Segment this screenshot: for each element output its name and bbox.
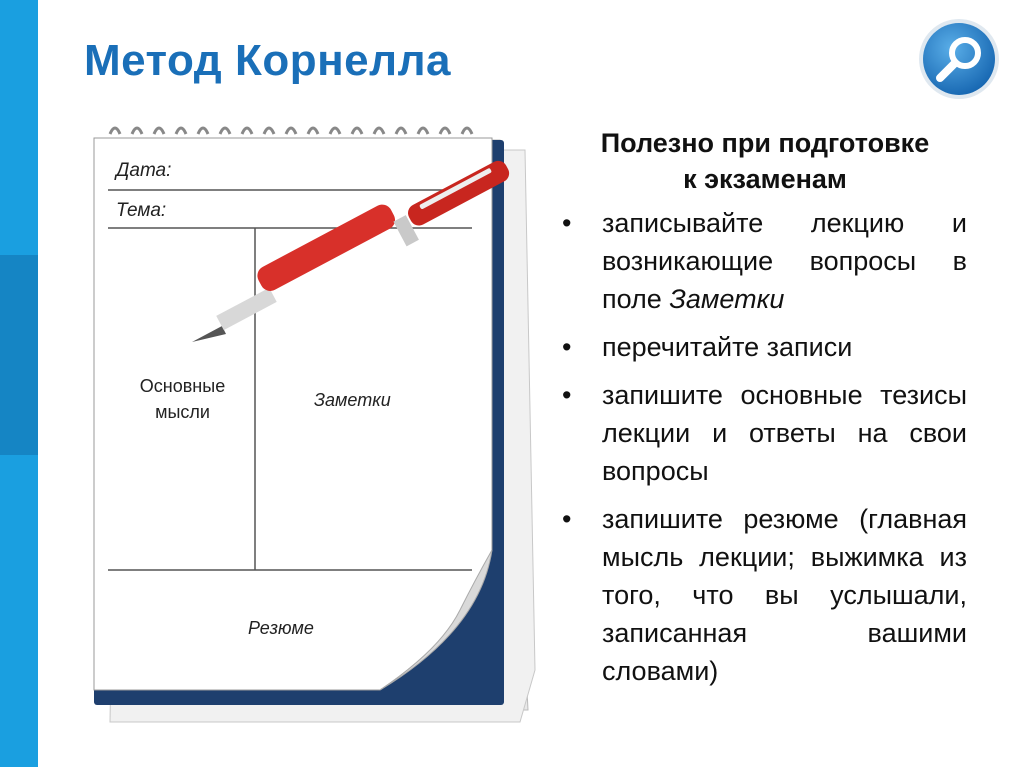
content-heading-line2: к экзаменам (683, 164, 847, 194)
list-item: • запишите основные тезисы лекции и ответы на свои вопросы (562, 376, 967, 490)
list-item: • запишите резюме (главная мысль лекции; выжимка из того, что вы услышали, записанная вашими словами) (562, 500, 967, 690)
summary-label: Резюме (248, 618, 314, 638)
content-heading (555, 125, 975, 197)
main-ideas-label-line2: мысли (155, 402, 210, 422)
content-heading-line1: Полезно при подготовке (600, 128, 930, 158)
list-item: • перечитайте записи (562, 328, 967, 366)
slide-title: Метод Корнелла (84, 36, 451, 85)
date-label: Дата: (116, 160, 172, 181)
list-item: • записывайте лекцию и возникающие вопросы в поле Заметки (562, 204, 967, 318)
topic-label: Тема: (116, 200, 167, 221)
notes-label: Заметки (314, 390, 391, 410)
main-ideas-label-line1: Основные (139, 376, 226, 396)
cornell-notepad (80, 110, 550, 730)
left-accent-bar-highlight (0, 255, 38, 455)
magnifier-icon[interactable] (918, 18, 1000, 100)
tips-list (562, 204, 967, 700)
